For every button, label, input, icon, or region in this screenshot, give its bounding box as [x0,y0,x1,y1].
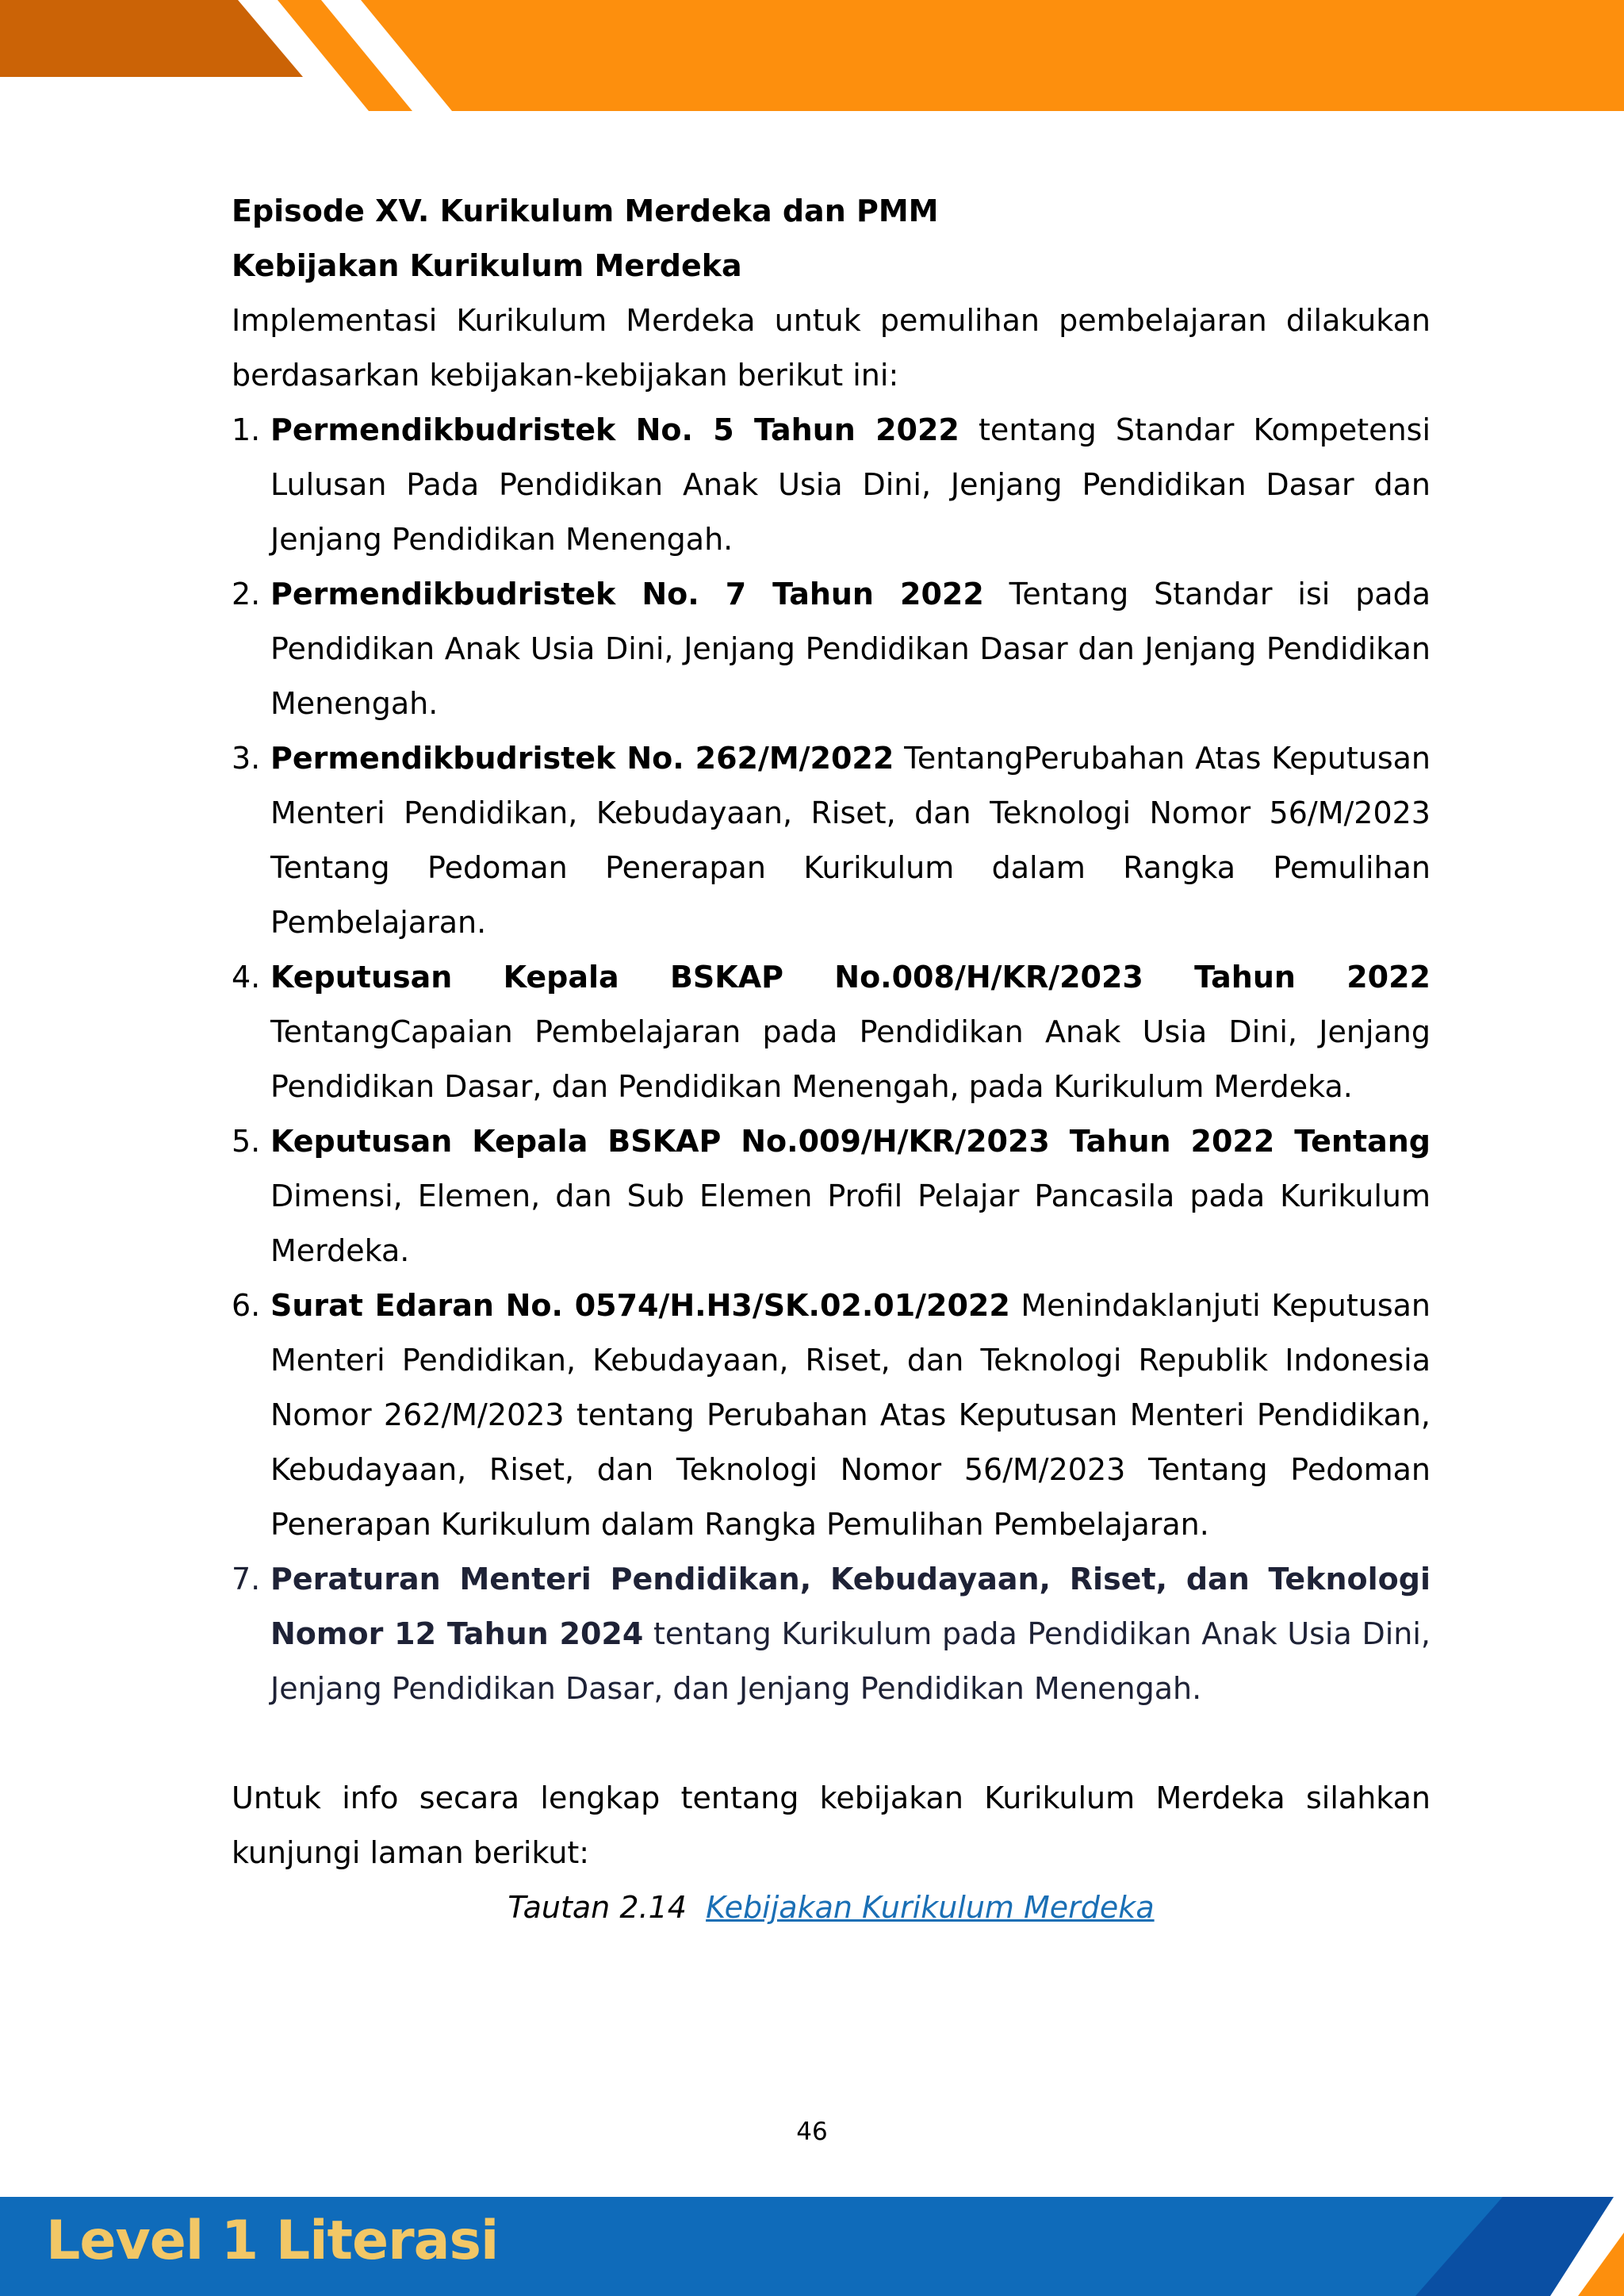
list-number: 1. [232,412,261,447]
list-item [232,403,1431,567]
section-heading: Kebijakan Kurikulum Merdeka [232,248,742,283]
policy-title: Permendikbudristek No. 5 Tahun 2022 [270,412,959,447]
header-decoration [0,0,1624,111]
outro-paragraph: Untuk info secara lengkap tentang kebijakan Kurikulum Merdeka silahkan kunjungi laman berikut: [232,1780,1431,1870]
footer-label: Level 1 Literasi [46,2210,499,2272]
intro-paragraph: Implementasi Kurikulum Merdeka untuk pemulihan pembelajaran dilakukan berdasarkan kebijakan-kebijakan berikut ini: [232,303,1431,393]
list-item [232,950,1431,1114]
list-item [232,1278,1431,1552]
link-caption: Tautan 2.14 [508,1890,687,1925]
list-number: 6. [232,1288,261,1323]
list-number: 5. [232,1124,261,1159]
list-item [232,567,1431,731]
page-number: 46 [796,2118,828,2146]
list-item [232,731,1431,950]
spacer [232,1716,1431,1771]
policy-description: tentang Standar Kompetensi Lulusan Pada Pendidikan Anak Usia Dini, Jenjang Pendidikan Dasar dan Jenjang Pendidikan Menengah. [270,412,1431,557]
policy-description: tentang Kurikulum pada Pendidikan Anak Usia Dini, Jenjang Pendidikan Dasar, dan Jenjang Pendidikan Menengah. [270,1616,1431,1706]
list-item [232,1114,1431,1278]
list-number: 3. [232,741,261,776]
policy-title: Keputusan Kepala BSKAP No.008/H/KR/2023 Tahun 2022 [270,960,1431,995]
policy-title: Surat Edaran No. 0574/H.H3/SK.02.01/2022 [270,1288,1010,1323]
policy-description: Dimensi, Elemen, dan Sub Elemen Profil Pelajar Pancasila pada Kurikulum Merdeka. [270,1179,1431,1268]
episode-heading: Episode XV. Kurikulum Merdeka dan PMM [232,194,939,228]
list-number: 7. [232,1562,261,1596]
kebijakan-kurikulum-link[interactable]: Kebijakan Kurikulum Merdeka [706,1890,1155,1925]
policy-description: TentangCapaian Pembelajaran pada Pendidikan Anak Usia Dini, Jenjang Pendidikan Dasar, dan Pendidikan Menengah, pada Kurikulum Merdeka. [270,1014,1431,1104]
policy-list [232,403,1431,1716]
policy-description: Tentang Standar isi pada Pendidikan Anak Usia Dini, Jenjang Pendidikan Dasar dan Jenjang Pendidikan Menengah. [270,577,1431,721]
policy-title: Peraturan Menteri Pendidikan, Kebudayaan, Riset, dan Teknologi Nomor 12 Tahun 2024 [270,1562,1431,1651]
policy-title: Permendikbudristek No. 262/M/2022 [270,741,894,776]
list-number: 2. [232,577,261,611]
policy-title: Keputusan Kepala BSKAP No.009/H/KR/2023 Tahun 2022 Tentang [270,1124,1431,1159]
list-item [232,1552,1431,1716]
link-line [232,1880,1431,1935]
document-body [232,184,1431,1935]
policy-description: TentangPerubahan Atas Keputusan Menteri Pendidikan, Kebudayaan, Riset, dan Teknologi Nomor 56/M/2023 Tentang Pedoman Penerapan Kurikulum dalam Rangka Pemulihan Pembelajaran. [270,741,1431,940]
policy-description: Menindaklanjuti Keputusan Menteri Pendidikan, Kebudayaan, Riset, dan Teknologi Republik Indonesia Nomor 262/M/2023 tentang Perubahan Atas Keputusan Menteri Pendidikan, Kebudayaan, Riset, dan Teknologi Nomor 56/M/2023 Tentang Pedoman Penerapan Kurikulum dalam Rangka Pemulihan Pembelajaran. [270,1288,1431,1542]
policy-title: Permendikbudristek No. 7 Tahun 2022 [270,577,984,611]
list-number: 4. [232,960,261,995]
